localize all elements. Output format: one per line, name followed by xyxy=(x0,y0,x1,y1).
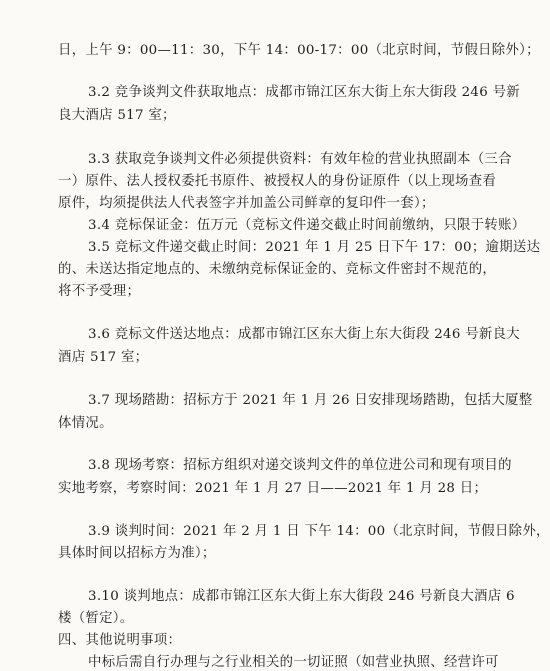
text-line: 3.5 竞标文件递交截止时间：2021 年 1 月 25 日下午 17：00；逾期送达 xyxy=(88,240,541,255)
text-line: 中标后需自行办理与之行业相关的一切证照（如营业执照、经营许可 xyxy=(88,655,499,670)
text-line: 3.3 获取竞争谈判文件必须提供资料：有效年检的营业执照副本（三合 xyxy=(88,152,512,167)
text-line: 3.10 谈判地点：成都市锦江区东大街上东大街段 246 号新良大酒店 6 xyxy=(88,589,515,604)
text-line: 具体时间以招标方为准）； xyxy=(58,546,216,561)
text-line: 一）原件、法人授权委托书原件、被授权人的身份证原件（以上现场查看 xyxy=(58,174,497,189)
text-line: 实地考察，考察时间：2021 年 1 月 27 日——2021 年 1 月 28 日； xyxy=(58,481,488,496)
text-line: 原件，均须提供法人代表签字并加盖公司鲜章的复印件一套）； xyxy=(58,196,435,211)
section-heading: 四、其他说明事项： xyxy=(58,633,182,648)
text-line: 体情况。 xyxy=(58,416,113,431)
text-line: 良大酒店 517 室； xyxy=(58,108,176,123)
text-line: 3.9 谈判时间：2021 年 2 月 1 日 下午 14：00（北京时间，节假日除外， xyxy=(88,524,550,539)
text-line: 将不予受理； xyxy=(58,284,141,299)
text-line: 日，上午 9：00—11：30，下午 14：00-17：00（北京时间，节假日除外）； xyxy=(58,43,540,58)
text-line: 3.6 竞标文件送达地点：成都市锦江区东大街上东大街段 246 号新良大 xyxy=(88,327,520,342)
text-line: 楼（暂定）。 xyxy=(58,611,134,626)
text-line: 3.7 现场踏勘：招标方于 2021 年 1 月 26 日安排现场踏勘，包括大厦整 xyxy=(88,393,533,408)
text-line: 的、未送达指定地点的、未缴纳竞标保证金的、竞标文件密封不规范的， xyxy=(58,262,497,277)
text-line: 3.8 现场考察：招标方组织对递交谈判文件的单位进公司和现有项目的 xyxy=(88,458,512,473)
text-line: 3.2 竞争谈判文件获取地点：成都市锦江区东大街上东大街段 246 号新 xyxy=(88,85,520,100)
text-line: 3.4 竞标保证金：伍万元（竞标文件递交截止时间前缴纳，只限于转账） xyxy=(88,218,526,233)
text-line: 酒店 517 室； xyxy=(58,350,149,365)
